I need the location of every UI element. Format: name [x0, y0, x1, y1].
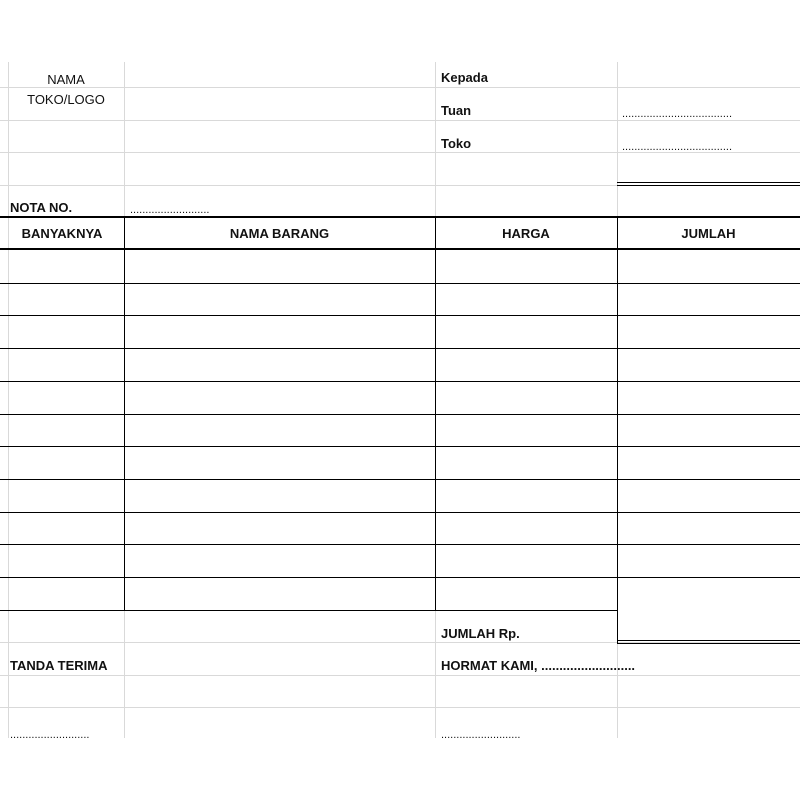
table-row: [0, 381, 800, 382]
toko-value: ....................................: [622, 141, 733, 153]
table-row: [0, 512, 800, 513]
receipt-signature-line: ..........................: [10, 729, 90, 741]
table-row: [0, 283, 800, 284]
regards-signature-line: ..........................: [441, 729, 521, 741]
nota-label: NOTA NO.: [10, 200, 73, 215]
table-row: [0, 577, 800, 578]
gridline: [435, 62, 436, 216]
total-double-border: [617, 643, 800, 644]
table-top-border: [0, 216, 800, 218]
table-row: [0, 414, 800, 415]
gridline: [435, 610, 436, 738]
shop-name-line1: NAMA: [47, 72, 85, 87]
gridline: [8, 62, 9, 738]
total-double-border: [617, 640, 800, 641]
gridline: [0, 707, 800, 708]
shop-name: [8, 72, 124, 108]
column-header-harga: HARGA: [502, 226, 550, 241]
table-row: [0, 446, 800, 447]
receipt-label: TANDA TERIMA: [10, 658, 108, 673]
table-row: [0, 479, 800, 480]
table-row: [0, 348, 800, 349]
total-label: JUMLAH Rp.: [441, 626, 520, 641]
regards-label: HORMAT KAMI, ..........................: [441, 658, 636, 673]
tuan-label: Tuan: [441, 103, 472, 118]
gridline: [0, 675, 800, 676]
double-border: [617, 182, 800, 183]
nota-value: ..........................: [130, 204, 210, 216]
gridline: [124, 62, 125, 216]
column-header-jumlah: JUMLAH: [681, 226, 736, 241]
column-divider: [435, 216, 436, 610]
tuan-value: ....................................: [622, 108, 733, 120]
table-row: [0, 610, 617, 611]
double-border: [617, 185, 800, 186]
gridline: [617, 642, 618, 738]
kepada-label: Kepada: [441, 70, 488, 85]
table-row: [0, 315, 800, 316]
column-divider: [617, 216, 618, 643]
gridline: [0, 185, 617, 186]
column-divider: [124, 216, 125, 610]
gridline: [124, 610, 125, 738]
gridline: [617, 62, 618, 216]
toko-label: Toko: [441, 136, 472, 151]
shop-name-line2: TOKO/LOGO: [27, 92, 105, 107]
table-header-border: [0, 248, 800, 250]
table-row: [0, 544, 800, 545]
column-header-nama-barang: NAMA BARANG: [229, 226, 330, 241]
column-header-banyaknya: BANYAKNYA: [21, 226, 103, 241]
